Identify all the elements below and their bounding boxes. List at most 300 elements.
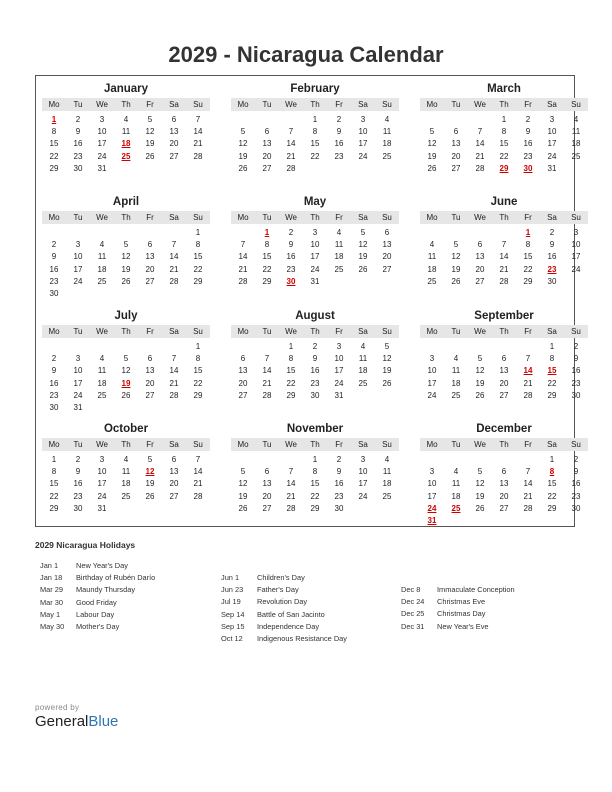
day-cell: 16	[286, 252, 296, 262]
day-cell: 17	[427, 378, 437, 388]
day-cell: 26	[475, 503, 485, 513]
holiday-item	[221, 584, 347, 596]
weekday-label: Th	[499, 327, 509, 336]
month-name: February	[290, 83, 340, 95]
day-cell: 14	[262, 366, 272, 376]
day-cell: 24	[334, 378, 344, 388]
day-cell: 22	[523, 264, 533, 274]
day-cell: 14	[523, 366, 533, 376]
week-row	[420, 466, 588, 478]
day-cell: 19	[427, 151, 437, 161]
empty-day-cell	[114, 288, 138, 300]
weekday-label: Th	[310, 327, 320, 336]
day-cell: 23	[523, 151, 533, 161]
weekday-label: Su	[193, 327, 203, 336]
day-cell: 20	[262, 491, 272, 501]
week-row	[231, 390, 399, 402]
day-cell: 20	[145, 264, 155, 274]
day-cell: 3	[99, 455, 105, 464]
day-cell: 20	[475, 264, 485, 274]
month-january	[42, 82, 210, 175]
empty-day-cell	[138, 288, 162, 300]
day-cell: 10	[73, 366, 83, 376]
empty-day-cell	[375, 163, 399, 175]
day-cell: 30	[73, 163, 83, 173]
empty-day-cell	[66, 227, 90, 239]
day-cell: 8	[312, 127, 318, 137]
weekday-label: Th	[310, 100, 320, 109]
week-row	[420, 276, 588, 288]
day-cell: 25	[121, 491, 131, 501]
weekday-label: Fr	[335, 100, 343, 109]
day-cell: 16	[571, 366, 581, 376]
day-cell: 29	[49, 503, 59, 513]
month-april	[42, 195, 210, 300]
day-cell: 10	[97, 467, 107, 477]
empty-day-cell	[420, 114, 444, 126]
week-row	[42, 478, 210, 490]
day-cell: 14	[286, 479, 296, 489]
weekday-label: Tu	[262, 327, 272, 336]
empty-day-cell	[186, 163, 210, 175]
month-name: November	[286, 423, 344, 435]
weekday-label: We	[285, 440, 297, 449]
day-cell: 8	[312, 467, 318, 477]
weekday-label: We	[474, 100, 486, 109]
weekday-header	[420, 438, 588, 451]
empty-day-cell	[138, 402, 162, 414]
day-cell: 16	[49, 378, 59, 388]
day-cell: 25	[121, 151, 131, 161]
day-cell: 2	[75, 455, 81, 464]
day-cell: 18	[451, 491, 461, 501]
day-cell: 2	[525, 115, 531, 124]
empty-day-cell	[114, 503, 138, 515]
day-cell: 20	[262, 151, 272, 161]
day-cell: 9	[75, 127, 81, 137]
weekday-label: Mo	[48, 440, 60, 449]
day-cell: 10	[427, 479, 437, 489]
empty-day-cell	[162, 288, 186, 300]
day-cell: 9	[75, 467, 81, 477]
day-cell: 9	[573, 354, 579, 364]
holiday-date: Jun 1	[221, 573, 240, 582]
day-cell: 1	[525, 228, 531, 237]
holiday-item	[221, 621, 347, 633]
day-cell: 19	[475, 491, 485, 501]
day-cell: 6	[147, 240, 153, 250]
day-cell: 27	[451, 163, 461, 173]
week-row	[42, 378, 210, 390]
week-row	[420, 478, 588, 490]
day-cell: 13	[145, 252, 155, 262]
day-cell: 28	[193, 491, 203, 501]
day-cell: 29	[547, 390, 557, 400]
day-cell: 8	[51, 127, 57, 137]
day-cell: 12	[427, 139, 437, 149]
week-row	[231, 454, 399, 466]
weekday-label: Mo	[237, 100, 249, 109]
month-may	[231, 195, 399, 288]
day-cell: 15	[193, 366, 203, 376]
holiday-item	[401, 584, 515, 596]
weekday-label: Su	[571, 100, 581, 109]
day-cell: 17	[73, 264, 83, 274]
powered-by-text: powered by	[35, 703, 80, 712]
week-row	[42, 454, 210, 466]
day-cell: 10	[547, 127, 557, 137]
weekday-label: Sa	[547, 100, 557, 109]
day-cell: 9	[573, 467, 579, 477]
day-cell: 7	[240, 240, 246, 250]
day-cell: 11	[358, 354, 368, 364]
weekday-label: Fr	[524, 213, 532, 222]
day-cell: 29	[499, 163, 509, 173]
day-cell: 2	[573, 342, 579, 351]
weekday-label: Fr	[335, 327, 343, 336]
day-cell: 5	[360, 228, 366, 237]
empty-day-cell	[468, 227, 492, 239]
day-cell: 15	[262, 252, 272, 262]
week-row	[420, 251, 588, 263]
weekday-label: Sa	[358, 327, 368, 336]
day-cell: 16	[49, 264, 59, 274]
day-cell: 21	[499, 264, 509, 274]
day-cell: 24	[358, 151, 368, 161]
weekday-label: Fr	[524, 440, 532, 449]
empty-day-cell	[162, 227, 186, 239]
day-cell: 11	[97, 366, 107, 376]
day-cell: 28	[523, 503, 533, 513]
day-cell: 19	[121, 264, 131, 274]
day-cell: 5	[384, 342, 390, 351]
weekday-label: Tu	[73, 100, 83, 109]
weekday-header	[231, 98, 399, 111]
day-cell: 23	[571, 491, 581, 501]
day-cell: 26	[451, 276, 461, 286]
day-cell: 16	[73, 479, 83, 489]
weekday-label: Tu	[73, 440, 83, 449]
day-cell: 25	[334, 264, 344, 274]
empty-day-cell	[351, 276, 375, 288]
day-cell: 26	[121, 390, 131, 400]
day-cell: 20	[499, 491, 509, 501]
week-row	[420, 378, 588, 390]
day-cell: 12	[238, 139, 248, 149]
day-cell: 16	[523, 139, 533, 149]
day-cell: 9	[525, 127, 531, 137]
day-cell: 21	[262, 378, 272, 388]
holiday-name: Independence Day	[257, 621, 320, 631]
day-cell: 1	[51, 115, 57, 124]
day-cell: 30	[334, 503, 344, 513]
empty-day-cell	[162, 163, 186, 175]
day-cell: 17	[427, 491, 437, 501]
week-row	[42, 264, 210, 276]
empty-day-cell	[468, 341, 492, 353]
holidays-column	[401, 584, 515, 633]
day-cell: 16	[571, 479, 581, 489]
day-cell: 12	[145, 127, 155, 137]
week-row	[420, 491, 588, 503]
day-cell: 13	[145, 366, 155, 376]
day-cell: 17	[547, 139, 557, 149]
day-cell: 27	[262, 163, 272, 173]
weekday-label: Th	[499, 213, 509, 222]
month-name: March	[487, 83, 521, 95]
holiday-name: Mother's Day	[76, 621, 120, 631]
day-cell: 24	[427, 390, 437, 400]
day-cell: 11	[382, 467, 392, 477]
day-cell: 11	[97, 252, 107, 262]
day-cell: 12	[475, 479, 485, 489]
day-cell: 31	[427, 515, 437, 525]
weekday-label: We	[474, 327, 486, 336]
day-cell: 29	[286, 390, 296, 400]
day-cell: 23	[73, 491, 83, 501]
weekday-label: Mo	[426, 213, 438, 222]
day-cell: 21	[193, 479, 203, 489]
day-cell: 13	[238, 366, 248, 376]
weekday-label: Mo	[237, 213, 249, 222]
day-cell: 1	[288, 342, 294, 351]
week-row	[42, 163, 210, 175]
day-cell: 15	[286, 366, 296, 376]
day-cell: 11	[334, 240, 344, 250]
empty-day-cell	[90, 402, 114, 414]
empty-day-cell	[186, 503, 210, 515]
day-cell: 1	[195, 342, 201, 351]
day-cell: 1	[501, 115, 507, 124]
empty-day-cell	[138, 503, 162, 515]
day-cell: 20	[382, 252, 392, 262]
empty-day-cell	[375, 390, 399, 402]
day-cell: 5	[123, 354, 129, 364]
day-cell: 28	[499, 276, 509, 286]
empty-day-cell	[114, 402, 138, 414]
weekday-label: Fr	[335, 213, 343, 222]
day-cell: 22	[547, 378, 557, 388]
empty-day-cell	[138, 227, 162, 239]
empty-day-cell	[279, 114, 303, 126]
month-name: April	[112, 196, 140, 208]
empty-day-cell	[492, 515, 516, 527]
weekday-label: Sa	[547, 440, 557, 449]
day-cell: 25	[382, 151, 392, 161]
weekday-label: Th	[121, 213, 131, 222]
weekday-label: Su	[571, 213, 581, 222]
weekday-label: Su	[382, 100, 392, 109]
empty-day-cell	[327, 163, 351, 175]
day-cell: 18	[382, 479, 392, 489]
day-cell: 8	[549, 354, 555, 364]
day-cell: 28	[169, 276, 179, 286]
day-cell: 29	[193, 276, 203, 286]
week-row	[231, 227, 399, 239]
weekday-label: We	[96, 440, 108, 449]
day-cell: 15	[49, 139, 59, 149]
day-cell: 5	[477, 354, 483, 364]
week-row	[420, 341, 588, 353]
empty-day-cell	[420, 227, 444, 239]
day-cell: 9	[336, 127, 342, 137]
day-cell: 24	[427, 503, 437, 513]
empty-day-cell	[279, 454, 303, 466]
day-cell: 23	[73, 151, 83, 161]
weekday-header	[42, 325, 210, 338]
day-cell: 14	[475, 139, 485, 149]
day-cell: 6	[147, 354, 153, 364]
day-cell: 12	[475, 366, 485, 376]
day-cell: 12	[121, 252, 131, 262]
week-row	[231, 478, 399, 490]
holiday-item	[40, 572, 155, 584]
empty-day-cell	[564, 163, 588, 175]
week-row	[231, 151, 399, 163]
day-cell: 25	[97, 390, 107, 400]
weekday-label: Tu	[451, 440, 461, 449]
day-cell: 3	[99, 115, 105, 124]
day-cell: 21	[286, 151, 296, 161]
week-row	[231, 466, 399, 478]
day-cell: 10	[334, 354, 344, 364]
week-row	[231, 276, 399, 288]
week-row	[231, 163, 399, 175]
day-cell: 11	[121, 127, 131, 137]
weekday-header	[42, 438, 210, 451]
empty-day-cell	[444, 515, 468, 527]
day-cell: 6	[171, 455, 177, 464]
week-row	[231, 353, 399, 365]
day-cell: 19	[145, 479, 155, 489]
empty-day-cell	[351, 503, 375, 515]
day-cell: 25	[571, 151, 581, 161]
day-cell: 5	[123, 240, 129, 250]
day-cell: 23	[334, 491, 344, 501]
month-february	[231, 82, 399, 175]
day-cell: 23	[547, 264, 557, 274]
day-cell: 24	[97, 151, 107, 161]
day-cell: 26	[382, 378, 392, 388]
month-august	[231, 309, 399, 402]
day-cell: 21	[286, 491, 296, 501]
weekday-label: Tu	[451, 100, 461, 109]
day-cell: 24	[358, 491, 368, 501]
day-cell: 3	[360, 115, 366, 124]
week-row	[420, 264, 588, 276]
weekday-label: Mo	[48, 327, 60, 336]
day-cell: 6	[384, 228, 390, 237]
day-cell: 30	[49, 288, 59, 298]
week-row	[420, 138, 588, 150]
day-cell: 14	[286, 139, 296, 149]
day-cell: 3	[336, 342, 342, 351]
day-cell: 1	[549, 342, 555, 351]
empty-day-cell	[66, 288, 90, 300]
day-cell: 21	[475, 151, 485, 161]
week-row	[420, 503, 588, 515]
week-row	[42, 239, 210, 251]
weekday-label: Tu	[451, 213, 461, 222]
empty-day-cell	[564, 515, 588, 527]
day-cell: 29	[193, 390, 203, 400]
empty-day-cell	[516, 454, 540, 466]
day-cell: 18	[427, 264, 437, 274]
weekday-label: Mo	[237, 440, 249, 449]
holiday-name: Battle of San Jacinto	[257, 609, 325, 619]
day-cell: 26	[145, 491, 155, 501]
holiday-name: Father's Day	[257, 585, 299, 595]
day-cell: 7	[525, 467, 531, 477]
day-cell: 10	[310, 240, 320, 250]
empty-day-cell	[162, 503, 186, 515]
weekday-label: Fr	[524, 100, 532, 109]
week-row	[42, 466, 210, 478]
day-cell: 27	[499, 390, 509, 400]
day-cell: 6	[264, 467, 270, 477]
week-row	[42, 288, 210, 300]
day-cell: 31	[547, 163, 557, 173]
day-cell: 30	[547, 276, 557, 286]
day-cell: 13	[169, 127, 179, 137]
month-name: June	[490, 196, 518, 208]
empty-day-cell	[303, 163, 327, 175]
day-cell: 5	[147, 455, 153, 464]
holidays-title: 2029 Nicaragua Holidays	[35, 540, 136, 550]
empty-day-cell	[114, 227, 138, 239]
holiday-date: Sep 15	[221, 621, 245, 631]
day-cell: 7	[195, 455, 201, 464]
weekday-label: Tu	[262, 213, 272, 222]
day-cell: 13	[475, 252, 485, 262]
holiday-date: Sep 14	[221, 609, 245, 619]
day-cell: 17	[310, 252, 320, 262]
week-row	[42, 341, 210, 353]
empty-day-cell	[138, 341, 162, 353]
month-name: December	[476, 423, 532, 435]
day-cell: 24	[73, 276, 83, 286]
day-cell: 19	[238, 491, 248, 501]
day-cell: 18	[571, 139, 581, 149]
day-cell: 4	[429, 240, 435, 250]
week-row	[42, 126, 210, 138]
day-cell: 2	[336, 455, 342, 464]
month-march	[420, 82, 588, 175]
week-row	[231, 126, 399, 138]
day-cell: 26	[145, 151, 155, 161]
weekday-label: Mo	[426, 100, 438, 109]
empty-day-cell	[138, 163, 162, 175]
empty-day-cell	[492, 341, 516, 353]
day-cell: 6	[453, 127, 459, 137]
day-cell: 26	[427, 163, 437, 173]
day-cell: 8	[51, 467, 57, 477]
day-cell: 7	[195, 115, 201, 124]
day-cell: 15	[499, 139, 509, 149]
day-cell: 26	[238, 163, 248, 173]
week-row	[231, 239, 399, 251]
day-cell: 6	[171, 115, 177, 124]
day-cell: 5	[477, 467, 483, 477]
empty-day-cell	[255, 454, 279, 466]
day-cell: 13	[451, 139, 461, 149]
day-cell: 10	[571, 240, 581, 250]
day-cell: 7	[171, 354, 177, 364]
day-cell: 25	[382, 491, 392, 501]
weekday-label: Mo	[48, 213, 60, 222]
day-cell: 7	[171, 240, 177, 250]
holiday-item	[40, 560, 155, 572]
